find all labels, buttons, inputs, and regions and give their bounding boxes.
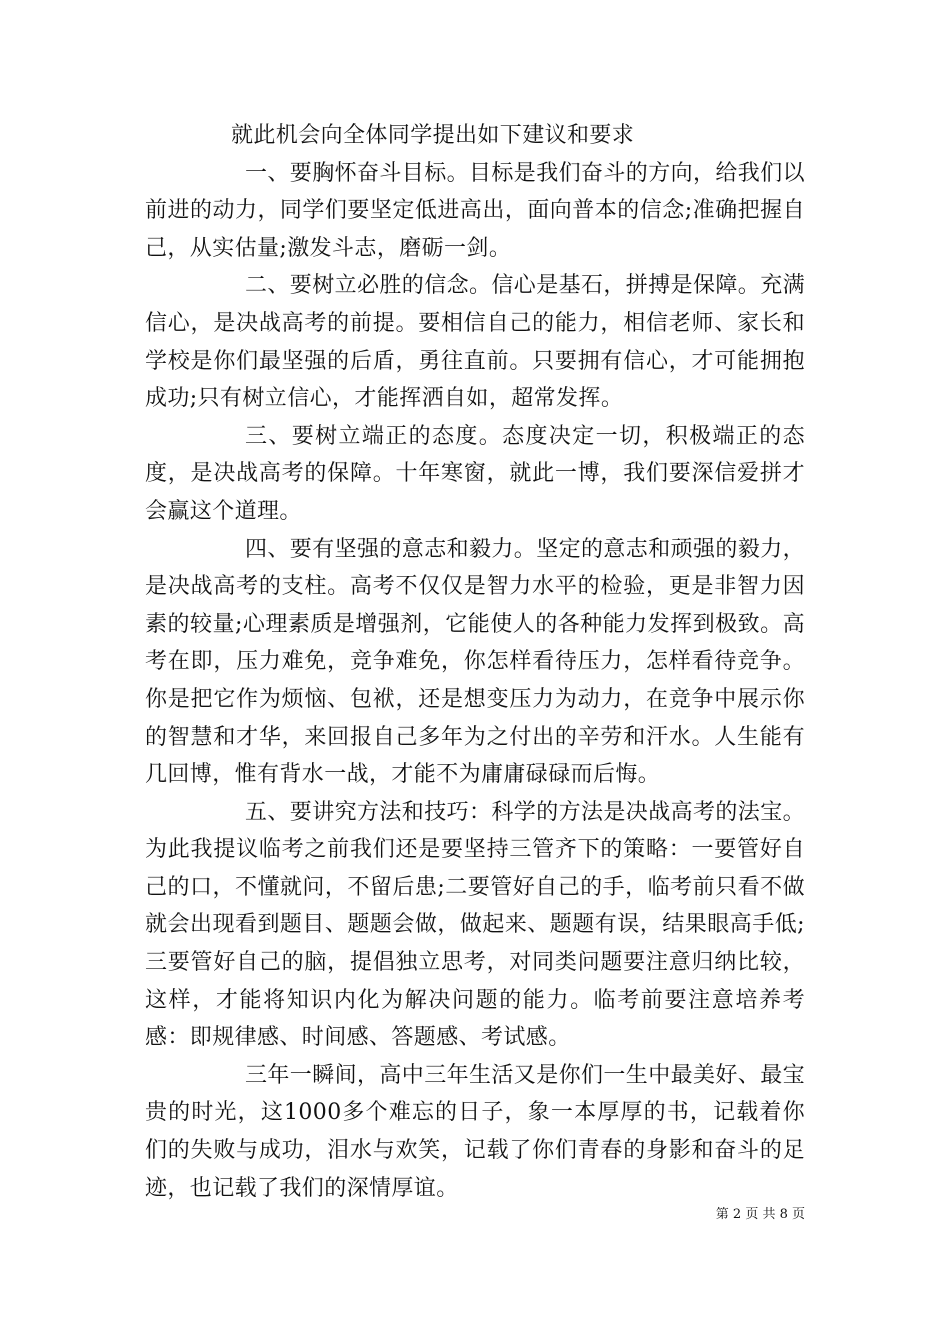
paragraph-methods: 五、要讲究方法和技巧：科学的方法是决战高考的法宝。为此我提议临考之前我们还是要坚持三管齐下的策略：一要管好自己的口，不懂就问，不留后患;二要管好自己的手，临考前只看不做就会出现看到题目、题题会做，做起来、题题有误，结果眼高手低;三要管好自己的脑，提倡独立思考，对同类问题要注意归纳比较，这样，才能将知识内化为解决问题的能力。临考前要注意培养考感：即规律感、时间感、答题感、考试感。 (145, 799, 806, 1051)
paragraph-closing: 三年一瞬间，高中三年生活又是你们一生中最美好、最宝贵的时光，这1000多个难忘的日子，象一本厚厚的书，记载着你们的失败与成功，泪水与欢笑，记载了你们青春的身影和奋斗的足迹，也记载了我们的深情厚谊。 (145, 1062, 806, 1201)
page-number-footer: 第 2 页 共 8 页 (715, 1207, 805, 1222)
paragraph-intro: 就此机会向全体同学提出如下建议和要求 (231, 123, 635, 148)
paragraph-willpower: 四、要有坚强的意志和毅力。坚定的意志和顽强的毅力，是决战高考的支柱。高考不仅仅是智力水平的检验，更是非智力因素的较量;心理素质是增强剂，它能使人的各种能力发挥到极致。高考在即，压力难免，竞争难免，你怎样看待压力，怎样看待竞争。你是把它作为烦恼、包袱，还是想变压力为动力，在竞争中展示你的智慧和才华，来回报自己多年为之付出的辛劳和汗水。人生能有几回博，惟有背水一战，才能不为庸庸碌碌而后悔。 (145, 536, 806, 788)
document-body (145, 117, 805, 1207)
paragraph-goal: 一、要胸怀奋斗目标。目标是我们奋斗的方向，给我们以前进的动力，同学们要坚定低进高出，面向普本的信念;准确把握自己，从实估量;激发斗志，磨砺一剑。 (145, 160, 806, 261)
paragraph-confidence: 二、要树立必胜的信念。信心是基石，拼搏是保障。充满信心，是决战高考的前提。要相信自己的能力，相信老师、家长和学校是你们最坚强的后盾，勇往直前。只要拥有信心，才可能拥抱成功;只有树立信心，才能挥洒自如，超常发挥。 (145, 273, 806, 412)
paragraph-attitude: 三、要树立端正的态度。态度决定一切，积极端正的态度，是决战高考的保障。十年寒窗，就此一博，我们要深信爱拼才会赢这个道理。 (145, 423, 805, 524)
